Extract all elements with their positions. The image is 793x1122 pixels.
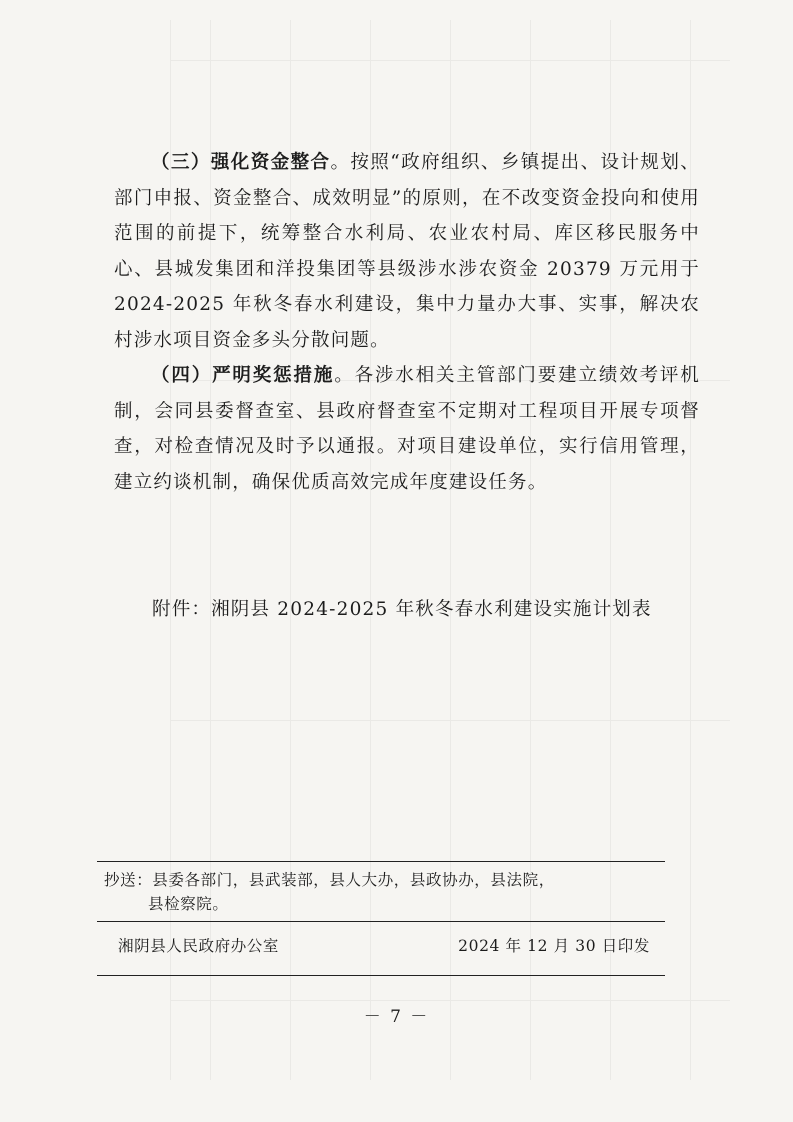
footer-top-rule [97, 861, 665, 862]
page-number: － 7 － [363, 1007, 430, 1027]
footer-middle-rule [97, 921, 665, 922]
cc-line-1: 抄送：县委各部门，县武装部，县人大办，县政协办，县法院， [104, 871, 555, 889]
section-3-text: 。按照“政府组织、乡镇提出、设计规划、部门申报、资金整合、成效明显”的原则，在不改变资金投向和使用范围的前提下，统筹整合水利局、农业农村局、库区移民服务中心、县城发集团和洋投集团等县级涉水涉农资金 20379 万元用于 2024-2025 年秋冬春水利建设，集中力量办大事、实事，解决农村涉水项目资金多头分散问题。 [114, 152, 700, 351]
section-4-paragraph [114, 358, 700, 500]
cc-distribution [104, 868, 664, 916]
issuing-office: 湘阴县人民政府办公室 [118, 937, 280, 955]
section-4-text: 。各涉水相关主管部门要建立绩效考评机制，会同县委督查室、县政府督查室不定期对工程项目开展专项督查，对检查情况及时予以通报。对项目建设单位，实行信用管理，建立约谈机制，确保优质高效完成年度建设任务。 [114, 365, 700, 493]
section-4-heading: （四）严明奖惩措施 [151, 365, 335, 386]
footer-bottom-rule [97, 975, 665, 976]
section-3-heading: （三）强化资金整合 [151, 152, 331, 173]
attachment-note: 附件：湘阴县 2024-2025 年秋冬春水利建设实施计划表 [152, 599, 652, 620]
cc-line-2: 县检察院。 [148, 895, 229, 913]
issue-date: 2024 年 12 月 30 日印发 [458, 937, 650, 955]
section-3-paragraph [114, 145, 700, 358]
body-text [114, 145, 700, 500]
